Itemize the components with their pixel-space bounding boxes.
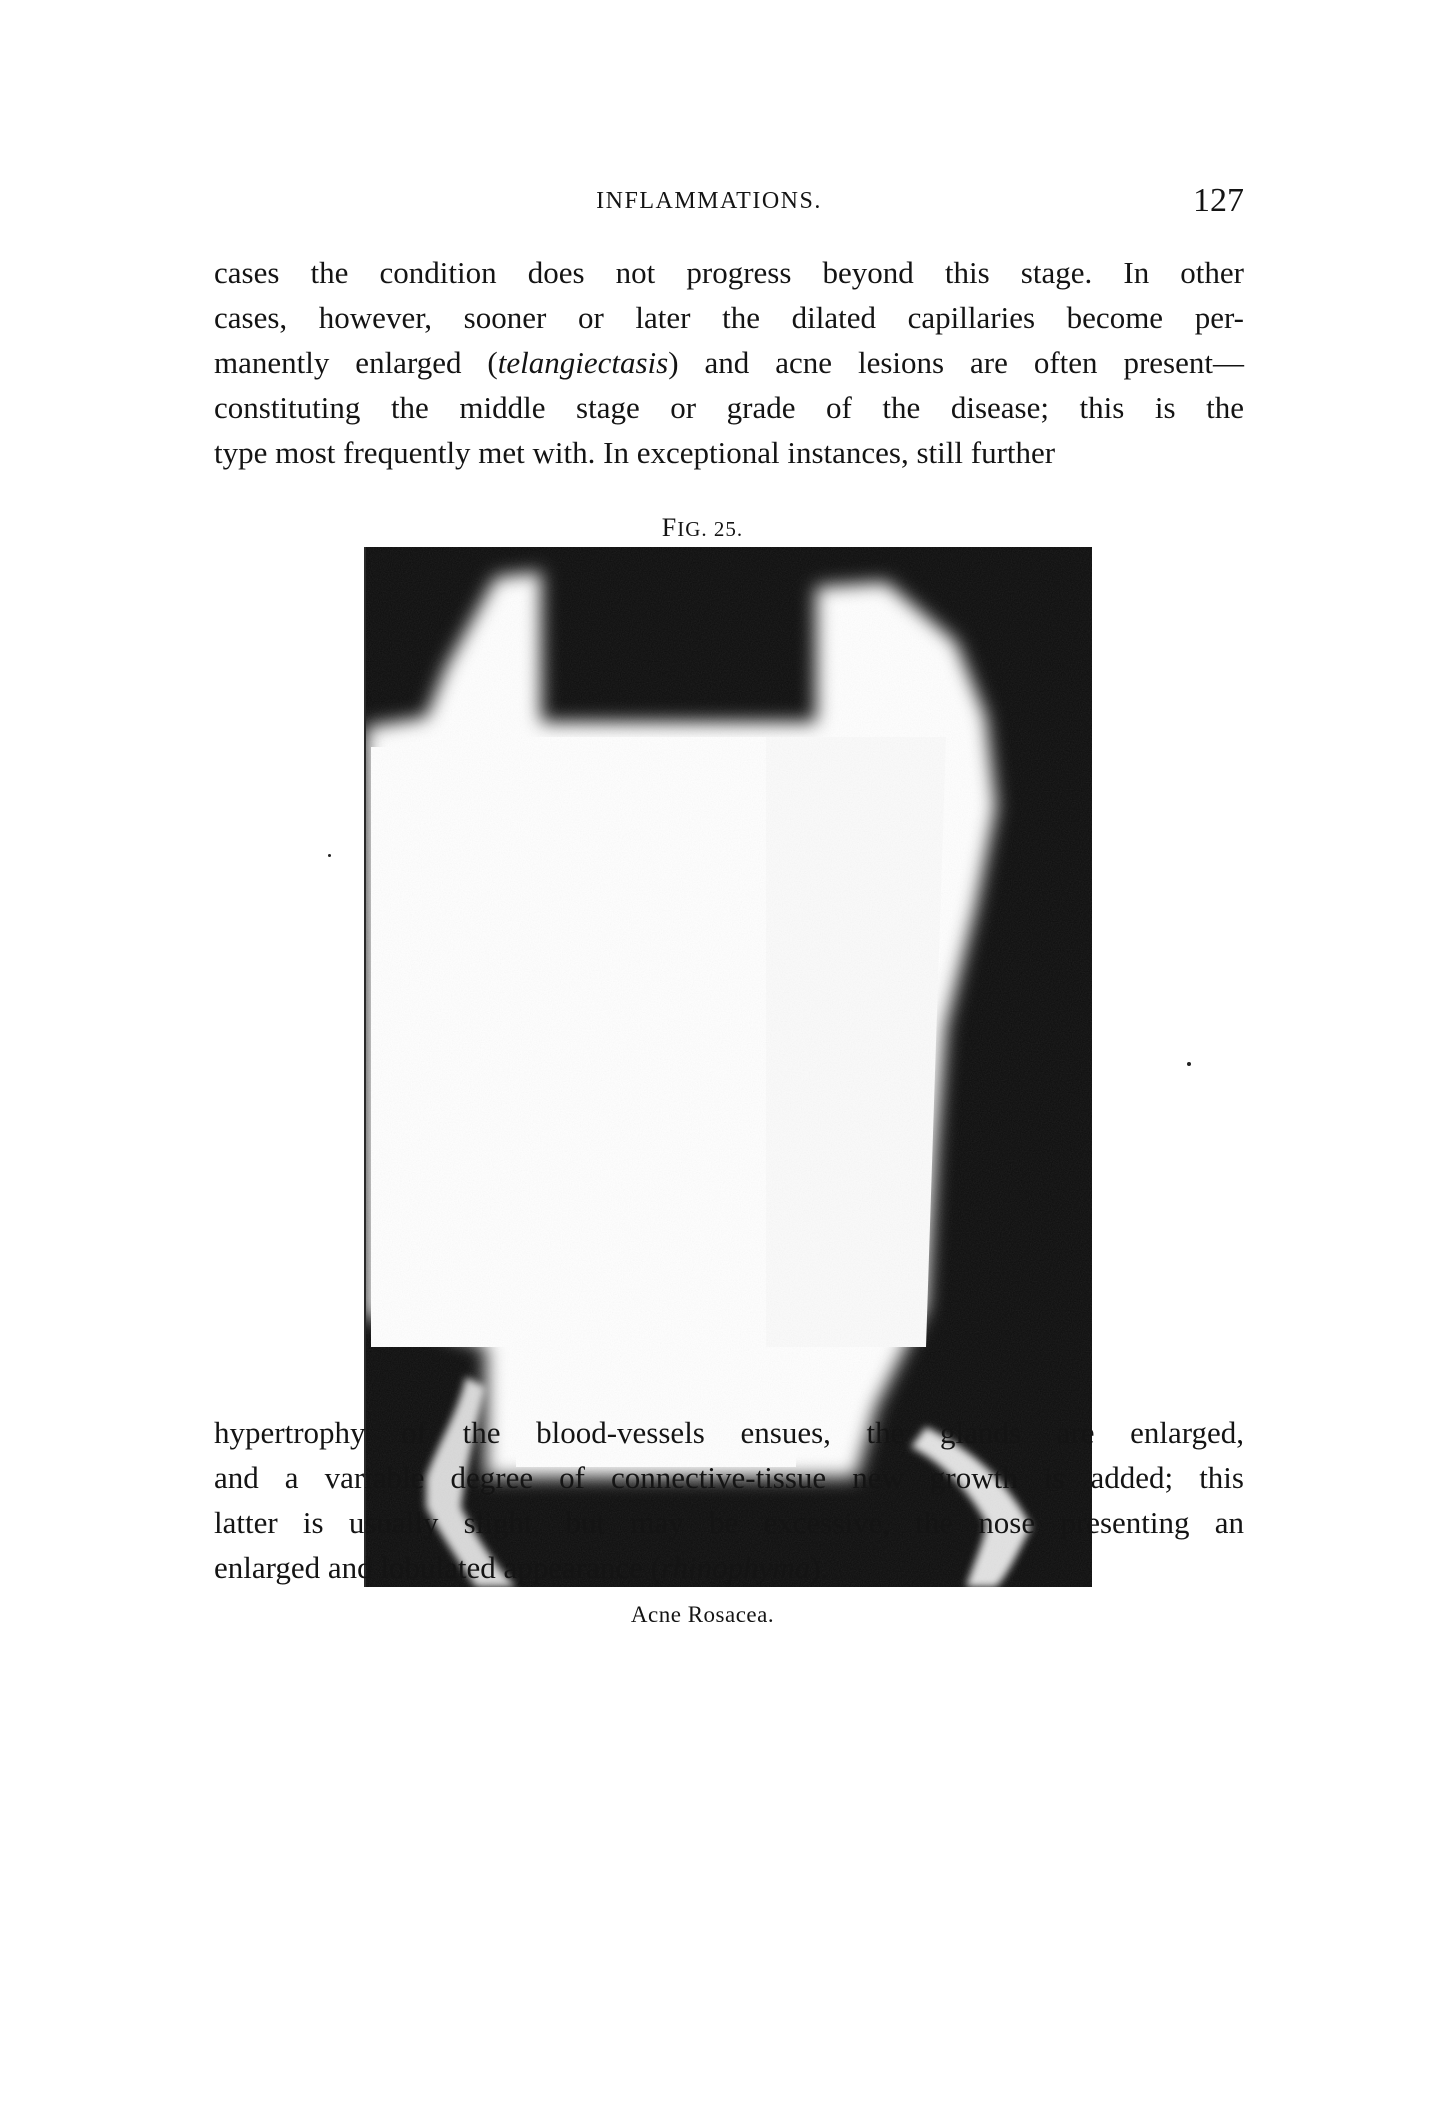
text-line: latter is usually slight, but may be excessive, the nose presenting an xyxy=(214,1505,1244,1540)
text-fragment: ) and acne lesions are often present— xyxy=(668,345,1244,380)
text-line: cases the condition does not progress beyond this stage. In other xyxy=(214,255,1244,290)
text-line: and a variable degree of connective-tissue new growth is added; this xyxy=(214,1460,1244,1495)
text-line: hypertrophy of the blood-vessels ensues, the glands are enlarged, xyxy=(214,1415,1244,1450)
text-line: cases, however, sooner or later the dilated capillaries become per- xyxy=(214,300,1244,335)
text-fragment: enlarged and lobulated appearance ( xyxy=(214,1550,661,1585)
running-title: INFLAMMATIONS. xyxy=(596,188,822,214)
figure-caption: Acne Rosacea. xyxy=(630,1602,775,1627)
running-head xyxy=(214,182,1244,222)
print-speck xyxy=(328,854,331,857)
page-number: 127 xyxy=(1193,182,1244,219)
text-fragment: manently enlarged ( xyxy=(214,345,498,380)
italic-term-rhinophyma: rhinophyma xyxy=(660,1550,811,1585)
text-line xyxy=(214,1545,1244,1590)
paragraph-top xyxy=(214,250,1244,475)
print-speck xyxy=(1187,1062,1191,1066)
figure-label xyxy=(0,513,1445,543)
text-line: constituting the middle stage or grade of the disease; this is the xyxy=(214,390,1244,425)
italic-term-telangiectasis: telangiectasis xyxy=(497,345,669,380)
figure-label-rest: IG. 25. xyxy=(677,517,744,541)
paragraph-bottom xyxy=(214,1410,1244,1590)
text-line: type most frequently met with. In exceptional instances, still further xyxy=(214,435,1056,470)
text-fragment: ). xyxy=(810,1550,829,1585)
text-line xyxy=(214,340,1244,385)
figure-label-initial: F xyxy=(661,513,678,542)
